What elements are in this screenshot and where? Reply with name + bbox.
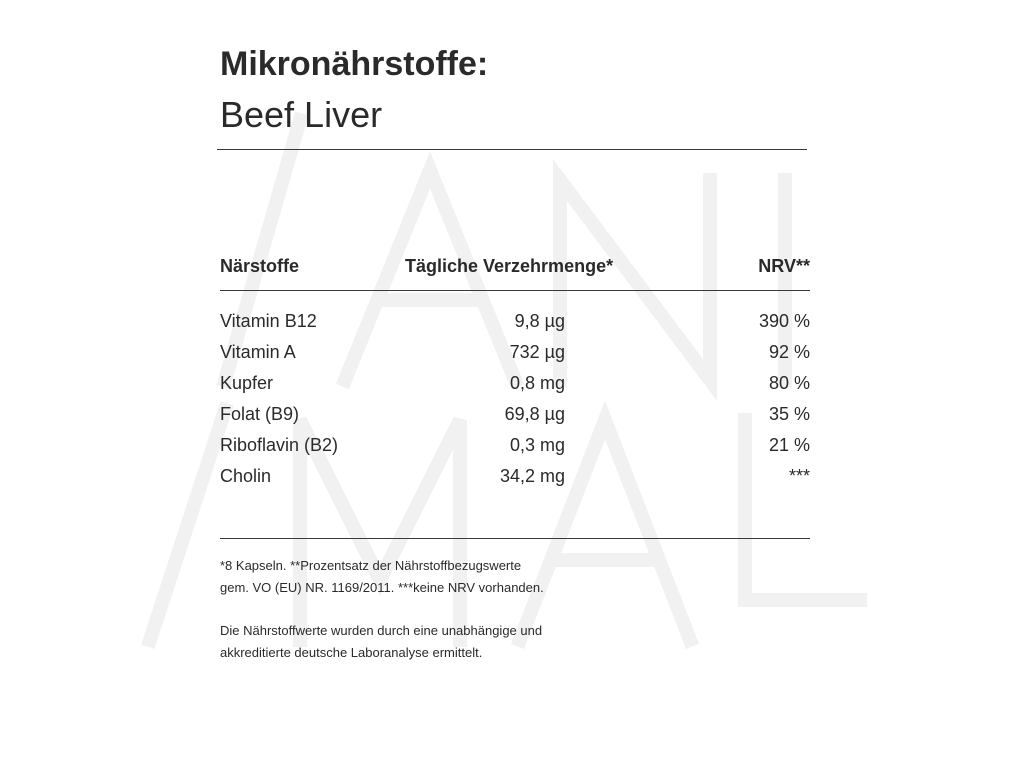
table-row bbox=[220, 370, 810, 401]
nutrient-amount: 34,2 mg bbox=[499, 466, 565, 486]
table-row bbox=[220, 308, 810, 339]
note-line-1: Die Nährstoffwerte wurden durch eine unabhängige und bbox=[220, 623, 543, 638]
nutrient-nrv: 80 % bbox=[768, 373, 810, 393]
header-divider bbox=[220, 290, 810, 291]
table-row bbox=[220, 401, 810, 432]
nutrient-amount: 0,8 mg bbox=[509, 373, 565, 393]
title-divider bbox=[217, 149, 807, 150]
nutrient-name: Vitamin A bbox=[220, 342, 296, 362]
nutrient-nrv: 390 % bbox=[758, 311, 810, 331]
nutrient-name: Cholin bbox=[220, 466, 272, 486]
nutrient-amount: 9,8 µg bbox=[514, 311, 565, 331]
nutrient-name: Kupfer bbox=[220, 373, 274, 393]
header-daily-amount: Tägliche Verzehrmenge* bbox=[405, 256, 614, 276]
nutrient-nrv: 21 % bbox=[768, 435, 810, 455]
nutrient-nrv: 35 % bbox=[768, 404, 810, 424]
lab-analysis-note bbox=[220, 620, 640, 664]
nutrient-amount: 732 µg bbox=[509, 342, 565, 362]
table-header-row bbox=[220, 254, 810, 278]
table-row bbox=[220, 339, 810, 370]
nutrient-nrv: 92 % bbox=[768, 342, 810, 362]
table-row bbox=[220, 432, 810, 463]
page-subtitle: Beef Liver bbox=[220, 93, 383, 135]
nutrient-name: Folat (B9) bbox=[220, 404, 300, 424]
header-nutrient: Närstoffe bbox=[220, 256, 300, 276]
footnote-line-1: *8 Kapseln. **Prozentsatz der Nährstoffbezugswerte bbox=[220, 558, 522, 573]
table-row bbox=[220, 463, 810, 494]
table-bottom-divider bbox=[220, 538, 810, 539]
nutrient-table-body bbox=[220, 308, 810, 494]
note-line-2: akkreditierte deutsche Laboranalyse ermittelt. bbox=[220, 645, 483, 660]
nutrient-amount: 0,3 mg bbox=[509, 435, 565, 455]
heading bbox=[220, 44, 820, 136]
nutrient-nrv: *** bbox=[788, 466, 810, 486]
footnote-line-2: gem. VO (EU) NR. 1169/2011. ***keine NRV vorhanden. bbox=[220, 580, 544, 595]
nutrient-table-header bbox=[220, 254, 810, 278]
footnote bbox=[220, 555, 640, 599]
nutrient-name: Vitamin B12 bbox=[220, 311, 317, 331]
header-nrv: NRV** bbox=[758, 256, 810, 276]
nutrient-name: Riboflavin (B2) bbox=[220, 435, 339, 455]
nutrient-amount: 69,8 µg bbox=[504, 404, 565, 424]
page-title: Mikronährstoffe: bbox=[220, 45, 489, 83]
